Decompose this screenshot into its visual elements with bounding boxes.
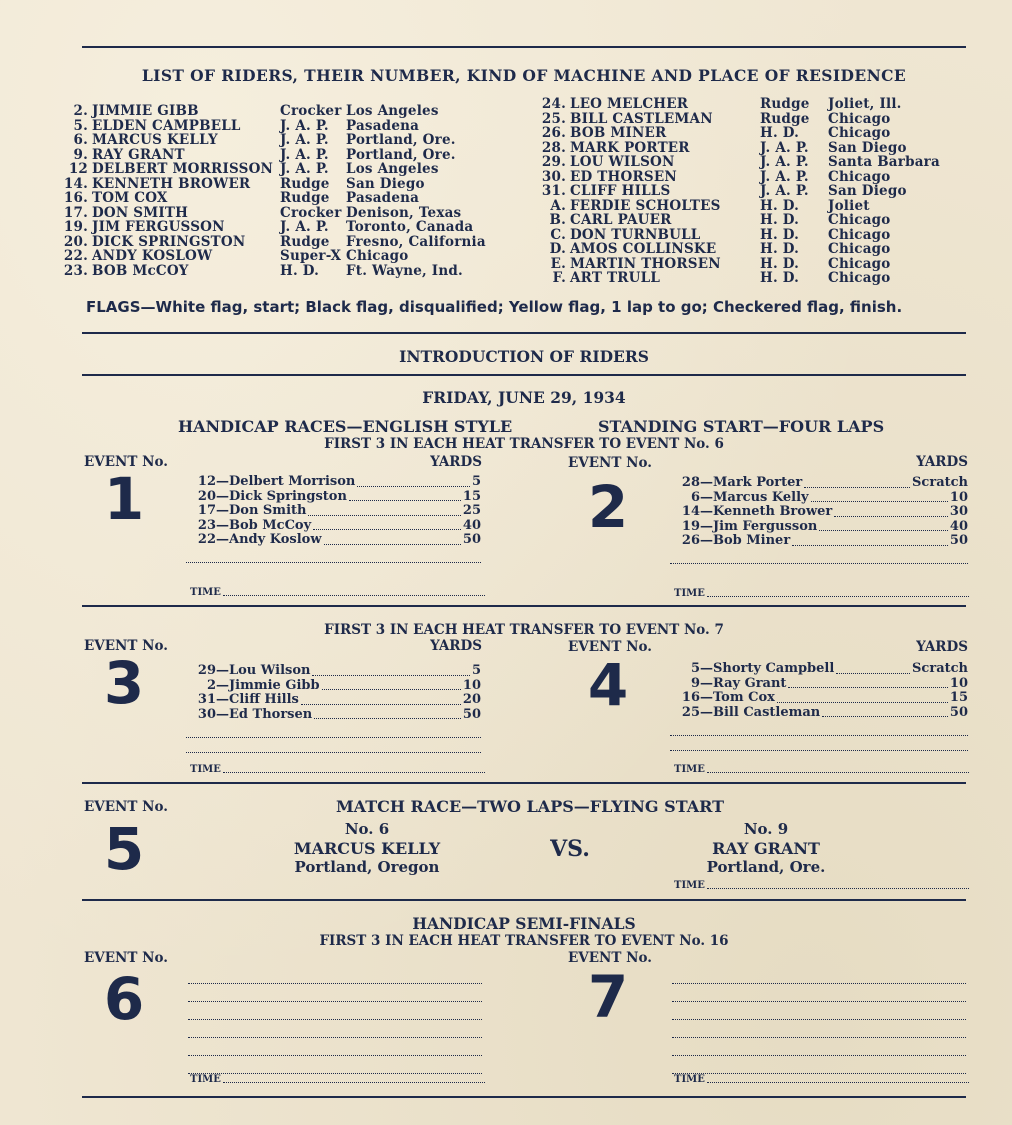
match-right-place: Portland, Ore. [706,858,826,876]
entry-row [186,490,481,505]
entry-name: Bob Miner [713,533,791,548]
blank-line [188,984,482,1002]
entry-dash: — [216,692,229,707]
blank-line [186,722,481,738]
entry-dash: — [216,503,229,518]
event-label: EVENT No. [84,638,168,654]
rider-number: F. [552,270,566,286]
rider-row [538,213,940,228]
rider-name: BOB MINER [570,125,667,141]
entry-row [186,533,481,548]
event-4-entries [670,662,968,751]
rider-number: 29. [541,154,566,170]
entry-dash: — [700,504,713,519]
entry-yards: 20 [462,692,481,707]
rider-number: 17. [63,204,88,221]
entry-yards: 10 [949,489,968,505]
rider-machine: Crocker [280,103,342,119]
rider-row [60,235,486,250]
entry-dash: — [700,675,713,691]
entry-yards: 5 [471,663,481,678]
rider-number: 26. [541,125,566,141]
entry-yards: 40 [462,517,481,533]
match-right-name: RAY GRANT [712,839,820,858]
rider-residence: San Diego [346,175,425,192]
entry-dash: — [216,488,229,504]
time-label: TIME [674,588,705,599]
rider-row [60,249,486,264]
yards-label: YARDS [916,639,968,655]
rider-residence: Chicago [828,255,891,272]
rider-machine: Rudge [280,190,330,206]
rule-flags [82,332,966,334]
time-line [674,588,969,599]
rider-machine: Rudge [280,175,330,192]
entry-number: 30 [197,706,216,722]
blank-line [188,966,482,984]
rider-machine: Crocker [280,204,342,221]
entry-number: 2 [206,677,216,693]
entry-name: Ed Thorsen [229,706,313,722]
entry-dash: — [216,677,229,693]
time-label: TIME [674,764,705,775]
entry-dash: — [216,474,229,489]
rider-name: ART TRULL [570,270,661,286]
entry-row [186,504,481,519]
entry-name: Delbert Morrison [229,474,356,489]
rider-machine: H. D. [760,241,800,257]
rider-residence: San Diego [828,139,907,156]
rider-name: DON SMITH [92,204,189,221]
blank-line [188,1002,482,1020]
yards-label: YARDS [916,454,968,470]
rider-residence: Fresno, California [346,233,486,250]
rider-residence: Chicago [828,125,891,141]
rider-machine: J. A. P. [280,161,329,177]
rider-machine: J. A. P. [280,132,329,148]
entry-name: Marcus Kelly [713,489,809,505]
blank-line [672,984,966,1002]
rider-machine: Rudge [280,233,330,250]
event-3-entries [186,664,481,753]
top-rule [82,46,966,48]
rider-machine: Rudge [760,110,810,127]
rider-name: MARCUS KELLY [92,132,218,148]
entry-yards: Scratch [912,661,968,676]
match-left-number: No. 6 [344,820,390,838]
handicap-style: HANDICAP RACES—ENGLISH STYLE [178,417,513,436]
rider-residence: Los Angeles [346,103,439,119]
rider-number: 12 [68,161,88,177]
rider-name: FERDIE SCHOLTES [570,197,721,214]
time-line [674,764,969,775]
entry-yards: 50 [462,532,481,547]
bottom-rule [82,1096,966,1098]
rider-row [538,155,940,170]
entry-dash: — [216,532,229,547]
entry-number: 25 [681,704,700,720]
entry-name: Bob McCoy [229,517,312,533]
time-label: TIME [674,880,705,891]
rider-residence: Joliet [828,197,870,214]
entry-row [186,475,481,490]
rider-residence: Chicago [828,241,891,257]
rider-number: 23. [63,262,88,279]
blank-line [672,1038,966,1056]
event-6-blank-lines [188,966,482,1074]
rider-name: BOB McCOY [92,262,189,279]
rider-residence: Toronto, Canada [346,219,474,235]
entry-number: 29 [197,663,216,678]
entry-number: 9 [690,675,700,691]
rider-number: 22. [63,248,88,264]
riders-list-right [538,97,940,286]
entry-dash: — [700,661,713,676]
entry-number: 26 [681,533,700,548]
entry-name: Bill Castleman [713,704,821,720]
entry-number: 5 [690,661,700,676]
entry-dash: — [700,489,713,505]
rider-name: JIM FERGUSSON [92,219,225,235]
entry-dash: — [700,704,713,720]
rider-name: AMOS COLLINSKE [570,241,717,257]
time-line [190,1074,485,1085]
rider-residence: Chicago [828,212,891,228]
rider-number: 31. [541,183,566,199]
event-number: 2 [587,473,629,541]
rider-number: 20. [63,233,88,250]
entry-row [186,693,481,708]
entry-row [670,677,968,692]
entry-yards: 10 [949,675,968,691]
rider-name: LOU WILSON [570,154,675,170]
entry-dash: — [700,533,713,548]
rider-machine: J. A. P. [760,168,809,185]
rider-residence: San Diego [828,183,907,199]
rider-number: 5. [73,117,88,134]
entry-yards: 50 [462,706,481,722]
rider-residence: Chicago [828,226,891,243]
rider-row [60,133,486,148]
rider-row [60,191,486,206]
event-label: EVENT No. [84,950,168,966]
rider-residence: Chicago [828,270,891,286]
rider-row [60,119,486,134]
rider-row [60,264,486,279]
blank-line [186,548,481,564]
rider-row [538,126,940,141]
event-label: EVENT No. [84,799,168,815]
yards-label: YARDS [430,638,482,654]
rider-residence: Santa Barbara [828,154,940,170]
entry-row [670,706,968,721]
rider-machine: J. A. P. [760,183,809,199]
entry-yards: 30 [949,504,968,519]
blank-line [188,1038,482,1056]
entry-name: Dick Springston [229,488,347,504]
time-label: TIME [674,1074,705,1085]
time-label: TIME [190,764,221,775]
rider-number: 2. [73,103,88,119]
rider-residence: Portland, Ore. [346,146,456,163]
event-label: EVENT No. [84,454,168,470]
rider-name: JIMMIE GIBB [92,103,199,119]
blank-line [672,1056,966,1074]
entry-name: Don Smith [229,503,307,518]
rider-number: B. [549,212,566,228]
entry-number: 31 [197,692,216,707]
transfer-event-7: FIRST 3 IN EACH HEAT TRANSFER TO EVENT No. 7 [324,622,724,638]
rider-number: 25. [541,110,566,127]
entry-number: 20 [197,488,216,504]
blank-line [188,1056,482,1074]
rider-residence: Chicago [346,248,409,264]
transfer-event-16: FIRST 3 IN EACH HEAT TRANSFER TO EVENT No. 16 [319,933,729,949]
entry-dash: — [700,518,713,534]
event-number: 4 [587,651,629,719]
entry-yards: 50 [949,533,968,548]
entry-number: 12 [197,474,216,489]
rider-name: RAY GRANT [92,146,185,163]
entry-yards: 25 [462,503,481,518]
rider-residence: Los Angeles [346,161,439,177]
entry-dash: — [216,663,229,678]
rider-number: 16. [63,190,88,206]
rider-residence: Denison, Texas [346,204,462,221]
rider-row [60,162,486,177]
rider-row [538,257,940,272]
rider-machine: Rudge [760,96,810,112]
rider-number: 9. [73,146,88,163]
entry-name: Kenneth Brower [713,504,833,519]
rider-machine: H. D. [280,262,320,279]
rider-machine: J. A. P. [280,117,329,134]
rule-event-5 [82,899,966,901]
rider-number: E. [550,255,566,272]
rider-machine: J. A. P. [760,139,809,156]
rider-name: DICK SPRINGSTON [92,233,246,250]
entry-number: 23 [197,517,216,533]
match-right-number: No. 9 [743,820,789,838]
time-line [190,764,485,775]
rider-number: 24. [541,96,566,112]
blank-line [672,1020,966,1038]
blank-line [188,1020,482,1038]
blank-line [670,736,968,752]
entry-row [670,505,968,520]
entry-dash: — [216,517,229,533]
entry-row [186,708,481,723]
entry-yards: 15 [949,690,968,705]
rider-row [538,228,940,243]
rider-row [538,199,940,214]
entry-row [670,491,968,506]
rider-residence: Pasadena [346,117,420,134]
time-label: TIME [190,587,221,598]
standing-start: STANDING START—FOUR LAPS [598,417,885,436]
rider-row [538,184,940,199]
entry-row [670,662,968,677]
rider-row [538,242,940,257]
event-date: FRIDAY, JUNE 29, 1934 [422,388,626,407]
event-7-blank-lines [672,966,966,1074]
rider-name: DON TURNBULL [570,226,701,243]
event-1-entries [186,475,481,563]
entry-name: Mark Porter [713,475,803,490]
riders-list-left [60,104,486,278]
blank-line [186,738,481,754]
blank-line [672,1002,966,1020]
rider-row [538,97,940,112]
entry-row [670,476,968,491]
rider-residence: Chicago [828,168,891,185]
rider-row [538,271,940,286]
entry-row [186,664,481,679]
event-label: EVENT No. [568,950,652,966]
entry-number: 22 [197,532,216,547]
rider-row [538,170,940,185]
entry-row [186,679,481,694]
rider-name: CARL PAUER [570,212,672,228]
entry-row [670,534,968,549]
time-line [674,880,969,891]
rider-name: LEO MELCHER [570,96,689,112]
rider-machine: J. A. P. [760,154,809,170]
entry-name: Jimmie Gibb [229,677,320,693]
entry-dash: — [700,475,713,490]
rider-name: KENNETH BROWER [92,175,251,192]
rule-intro [82,374,966,376]
rider-machine: H. D. [760,125,800,141]
blank-line [672,966,966,984]
rider-row [538,141,940,156]
rider-machine: H. D. [760,255,800,272]
rider-name: MARTIN THORSEN [570,255,721,272]
rider-name: ANDY KOSLOW [92,248,213,264]
rider-row [60,104,486,119]
entry-dash: — [700,690,713,705]
riders-list-title: LIST OF RIDERS, THEIR NUMBER, KIND OF MACHINE AND PLACE OF RESIDENCE [141,66,907,85]
entry-row [670,691,968,706]
event-number: 1 [103,465,145,533]
rider-residence: Chicago [828,110,891,127]
entry-name: Cliff Hills [229,692,299,707]
blank-line [670,720,968,736]
blank-line [670,549,968,565]
rule-events-3-4 [82,782,966,784]
event-2-entries [670,476,968,564]
match-race-title: MATCH RACE—TWO LAPS—FLYING START [335,797,725,816]
rider-number: 30. [541,168,566,185]
rider-row [60,148,486,163]
time-line [190,587,485,598]
rider-name: ELDEN CAMPBELL [92,117,241,134]
event-number: 5 [103,815,145,883]
event-number: 3 [103,649,145,717]
entry-number: 28 [681,475,700,490]
rider-machine: Super-X [280,248,342,264]
entry-number: 17 [197,503,216,518]
rider-name: BILL CASTLEMAN [570,110,713,127]
entry-row [670,520,968,535]
time-line [674,1074,969,1085]
entry-name: Lou Wilson [229,663,311,678]
rider-name: ED THORSEN [570,168,677,185]
time-label: TIME [190,1074,221,1085]
entry-yards: Scratch [912,475,968,490]
entry-name: Tom Cox [713,690,775,705]
event-number: 7 [587,963,629,1031]
rider-name: DELBERT MORRISSON [92,161,274,177]
event-label: EVENT No. [568,455,652,471]
entry-name: Shorty Campbell [713,661,835,676]
entry-name: Andy Koslow [229,532,322,547]
rider-number: A. [550,197,566,214]
rider-machine: H. D. [760,212,800,228]
entry-yards: 5 [471,474,481,489]
rider-machine: J. A. P. [280,146,329,163]
entry-number: 6 [690,489,700,505]
rider-number: 19. [63,219,88,235]
rider-number: 6. [73,132,88,148]
event-label: EVENT No. [568,639,652,655]
event-number: 6 [103,965,145,1033]
rider-residence: Portland, Ore. [346,132,456,148]
rider-name: MARK PORTER [570,139,690,156]
rider-row [60,220,486,235]
transfer-event-6: FIRST 3 IN EACH HEAT TRANSFER TO EVENT No. 6 [324,436,724,452]
rider-residence: Ft. Wayne, Ind. [346,262,463,279]
rider-residence: Joliet, Ill. [828,96,902,112]
entry-number: 14 [681,504,700,519]
entry-yards: 40 [949,518,968,534]
rider-number: C. [550,226,566,243]
match-vs: VS. [550,836,590,862]
rider-machine: H. D. [760,226,800,243]
rider-machine: H. D. [760,270,800,286]
entry-number: 19 [681,518,700,534]
entry-row [186,519,481,534]
entry-yards: 10 [462,677,481,693]
entry-name: Jim Fergusson [713,518,818,534]
entry-dash: — [216,706,229,722]
semi-finals-title: HANDICAP SEMI-FINALS [412,914,636,933]
yards-label: YARDS [430,454,482,470]
match-left-place: Portland, Oregon [294,858,440,876]
rider-row [538,112,940,127]
rider-machine: H. D. [760,197,800,214]
flags-legend: FLAGS—White flag, start; Black flag, disqualified; Yellow flag, 1 lap to go; Checkered flag, finish. [86,298,903,316]
rider-name: CLIFF HILLS [570,183,671,199]
rider-machine: J. A. P. [280,219,329,235]
entry-yards: 15 [462,488,481,504]
entry-name: Ray Grant [713,675,787,691]
rider-number: 14. [63,175,88,192]
rider-row [60,177,486,192]
match-left-name: MARCUS KELLY [293,839,441,858]
entry-yards: 50 [949,704,968,720]
rider-residence: Pasadena [346,190,420,206]
rider-name: TOM COX [92,190,168,206]
introduction-heading: INTRODUCTION OF RIDERS [399,347,649,366]
rule-events-1-2 [82,605,966,607]
rider-number: 28. [541,139,566,156]
entry-number: 16 [681,690,700,705]
rider-number: D. [549,241,566,257]
rider-row [60,206,486,221]
